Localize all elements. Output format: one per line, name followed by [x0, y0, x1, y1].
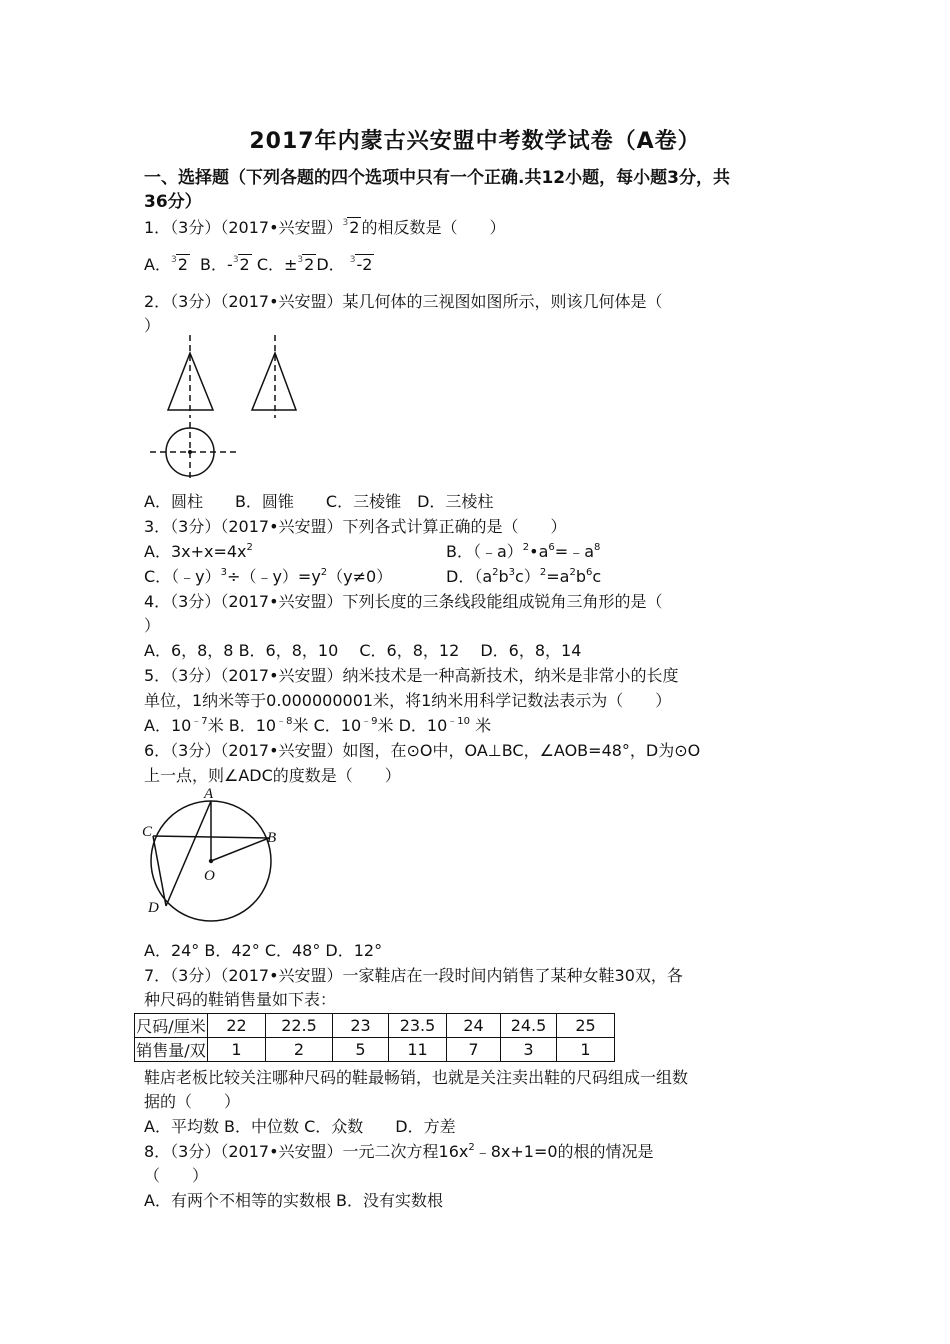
- question-3-option-a: A．$3x+x=4x^2$: [144, 541, 253, 561]
- table-cell: 25: [557, 1014, 615, 1038]
- question-6-stem: 6．（3分）（2017•兴安盟）如图，在⊙O中，OA⊥BC，∠AOB=48°，D为⊙O: [144, 741, 701, 760]
- label-b: B: [267, 830, 277, 846]
- question-3-stem: 3．（3分）（2017•兴安盟）下列各式计算正确的是（ ）: [144, 517, 567, 536]
- table-cell: 24.5: [501, 1014, 557, 1038]
- question-7-stem: 7．（3分）（2017•兴安盟）一家鞋店在一段时间内销售了某种女鞋30双，各: [144, 966, 683, 985]
- question-2-stem-cont: ）: [144, 316, 161, 335]
- front-view-triangle: [168, 353, 213, 410]
- question-3-option-c: C．$(﹣y)^3\div(﹣y)=y^2(y\ne 0)$: [144, 566, 393, 586]
- question-4-options: A．6，8，8 B．6，8，10 C．6，8，12 D．6，8，14: [144, 641, 582, 660]
- question-7-options: A．平均数 B．中位数 C．众数 D．方差: [144, 1117, 456, 1136]
- label-c: C: [142, 824, 153, 840]
- center-point: [209, 859, 213, 863]
- table-cell: 1: [208, 1038, 266, 1062]
- top-view-center: [188, 450, 192, 454]
- question-4-stem: 4．（3分）（2017•兴安盟）下列长度的三条线段能组成锐角三角形的是（: [144, 592, 663, 611]
- table-cell: 5: [333, 1038, 389, 1062]
- cube-root-2-a: $^3$2: [170, 255, 188, 274]
- q1-stem-suffix: 的相反数是（ ）: [361, 218, 506, 237]
- table-cell: 2: [266, 1038, 333, 1062]
- question-3-option-b: B．$(﹣a)^2•a^6=﹣a^8$: [446, 541, 601, 561]
- question-4-stem-cont: ）: [144, 616, 161, 635]
- question-8-stem: 8．（3分）（2017•兴安盟）一元二次方程$16x^2﹣8x+1=0$的根的情况是: [144, 1141, 654, 1161]
- cube-root-2-b: $^3$2: [232, 255, 250, 274]
- question-7-stem-cont: 种尺码的鞋销售量如下表：: [144, 990, 337, 1009]
- question-1-stem: [144, 218, 505, 241]
- table-cell: 22.5: [266, 1014, 333, 1038]
- section-heading-cont: 36分）: [144, 192, 202, 212]
- question-6-options: A．24° B．42° C．48° D．12°: [144, 941, 383, 960]
- circle-figure: [138, 782, 288, 932]
- cube-root-2-c: $^3$2: [297, 255, 315, 274]
- cube-root-neg2-d: $^3$-2: [349, 255, 373, 274]
- table-header-size: 尺码/厘米: [135, 1014, 208, 1038]
- table-cell: 23.5: [389, 1014, 447, 1038]
- question-1-options: A．$^3$2 B．-$^3$2 C．±$^3$2 D． $^3$-2: [144, 255, 374, 278]
- question-5-stem-cont: 单位，1纳米等于0.000000001米，将1纳米用科学记数法表示为（ ）: [144, 691, 672, 710]
- section-heading: 一、选择题（下列各题的四个选项中只有一个正确.共12小题，每小题3分，共: [144, 168, 730, 188]
- sales-table: [134, 1013, 615, 1062]
- question-2-stem: 2．（3分）（2017•兴安盟）某几何体的三视图如图所示，则该几何体是（: [144, 292, 663, 311]
- table-cell: 22: [208, 1014, 266, 1038]
- three-view-figure: [140, 330, 310, 490]
- segment-cb: [153, 836, 269, 838]
- table-cell: 24: [447, 1014, 501, 1038]
- cube-root-2: $^3$2: [342, 218, 360, 237]
- label-o: O: [204, 868, 215, 884]
- table-header-count: 销售量/双: [135, 1038, 208, 1062]
- question-8-stem-cont: （ ）: [144, 1166, 209, 1185]
- segment-da: [166, 801, 211, 906]
- side-view-triangle: [252, 353, 296, 410]
- question-7-after: 鞋店老板比较关注哪种尺码的鞋最畅销，也就是关注卖出鞋的尺码组成一组数: [144, 1068, 689, 1087]
- table-cell: 7: [447, 1038, 501, 1062]
- question-5-options: A．$10^{﹣7}$米 B．$10^{﹣8}$米 C．$10^{﹣9}$米 D．$10^{﹣10}$ 米: [144, 715, 492, 735]
- page-title: 2017年内蒙古兴安盟中考数学试卷（A卷）: [249, 129, 701, 154]
- q1-stem-prefix: 1．（3分）（2017•兴安盟）: [144, 218, 343, 237]
- table-cell: 23: [333, 1014, 389, 1038]
- question-3-option-d: D．$(a^2b^3c)^2=a^2b^6c$: [446, 566, 602, 586]
- question-5-stem: 5．（3分）（2017•兴安盟）纳米技术是一种高新技术，纳米是非常小的长度: [144, 666, 679, 685]
- question-6-stem-cont: 上一点，则∠ADC的度数是（ ）: [144, 766, 401, 785]
- label-d: D: [148, 900, 159, 916]
- table-cell: 3: [501, 1038, 557, 1062]
- label-a: A: [204, 786, 214, 802]
- table-row-sizes: [135, 1014, 615, 1038]
- table-row-counts: [135, 1038, 615, 1062]
- question-8-options: A．有两个不相等的实数根 B．没有实数根: [144, 1191, 444, 1210]
- question-2-options: A．圆柱 B．圆锥 C．三棱锥 D．三棱柱: [144, 492, 494, 511]
- question-7-after-cont: 据的（ ）: [144, 1092, 241, 1111]
- table-cell: 1: [557, 1038, 615, 1062]
- table-cell: 11: [389, 1038, 447, 1062]
- segment-ob: [211, 838, 269, 861]
- segment-cd: [153, 836, 166, 906]
